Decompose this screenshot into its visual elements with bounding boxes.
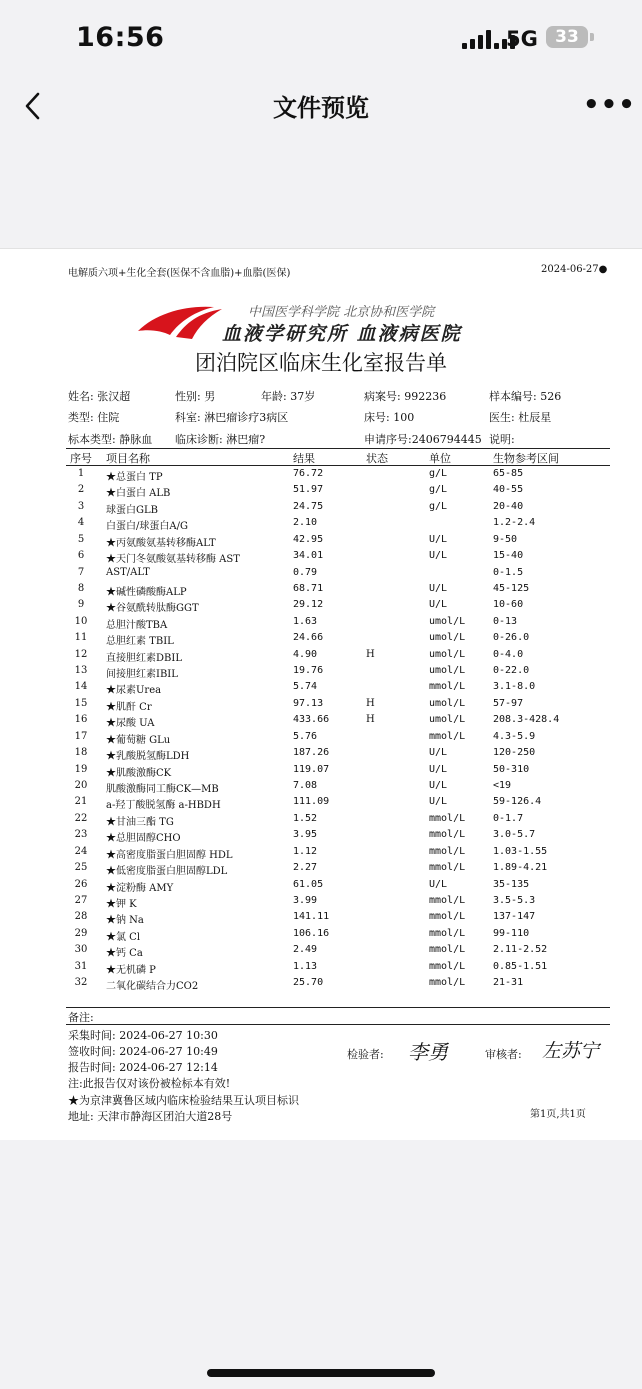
cell-result: 76.72 (293, 468, 324, 479)
reviewer-label: 审核者: (485, 1048, 522, 1061)
remark-label: 备注: (68, 1011, 94, 1024)
cell-name: ★钠 Na (106, 915, 144, 927)
table-row (0, 943, 642, 959)
table-row (0, 812, 642, 828)
col-header-ref: 生物参考区间 (493, 452, 559, 465)
cell-name: 肌酸激酶同工酶CK—MB (106, 784, 219, 796)
report-time: 报告时间: 2024-06-27 12:14 (68, 1061, 218, 1074)
cell-no: 22 (74, 812, 88, 824)
cell-no: 12 (74, 648, 88, 660)
cell-result: 5.76 (293, 730, 318, 742)
cell-result: 51.97 (293, 484, 324, 496)
cell-no: 21 (74, 796, 88, 808)
cell-name: ★钾 K (106, 898, 137, 910)
cell-no: 16 (74, 714, 88, 726)
cell-ref: 99-110 (493, 927, 530, 939)
cell-no: 20 (74, 780, 88, 792)
cell-result: 5.74 (293, 681, 318, 693)
cell-ref: 1.03-1.55 (493, 845, 548, 857)
cell-no: 1 (77, 468, 85, 479)
cell-name: ★尿素Urea (106, 685, 162, 697)
table-row (0, 779, 642, 795)
cell-unit: umol/L (429, 697, 466, 709)
cell-ref: 50-310 (493, 763, 530, 775)
cell-ref: 120-250 (493, 747, 536, 759)
document-preview[interactable] (0, 248, 642, 1140)
home-indicator[interactable] (207, 1369, 435, 1377)
cell-unit: U/L (429, 550, 448, 562)
cell-result: 3.99 (293, 894, 318, 906)
cell-name: ★甘油三酯 TG (106, 816, 174, 828)
patient-age: 年龄: 37岁 (261, 390, 316, 403)
table-row (0, 713, 642, 729)
cell-result: 68.71 (293, 582, 324, 594)
table-row (0, 533, 642, 549)
battery-icon: 33 (546, 26, 588, 48)
nav-bar (0, 78, 642, 134)
cell-result: 1.13 (293, 960, 318, 972)
table-row (0, 664, 642, 680)
cell-result: 3.95 (293, 829, 318, 841)
cell-no: 28 (74, 911, 88, 923)
cell-result: 2.49 (293, 944, 318, 956)
battery-cap (590, 33, 594, 41)
cell-no: 4 (77, 517, 85, 529)
cell-no: 19 (74, 763, 88, 775)
cell-unit: U/L (429, 599, 448, 611)
table-row (0, 598, 642, 614)
table-row (0, 730, 642, 746)
patient-sex: 性别: 男 (175, 390, 216, 403)
cell-unit: mmol/L (429, 960, 466, 972)
cell-ref: 21-31 (493, 977, 524, 989)
cell-result: 19.76 (293, 665, 324, 677)
cell-unit: mmol/L (429, 944, 466, 956)
cell-result: 25.70 (293, 977, 324, 989)
cell-name: ★肌酸激酶CK (106, 767, 172, 779)
cell-ref: <19 (493, 780, 512, 792)
cell-status: H (366, 714, 375, 726)
col-header-no: 序号 (70, 452, 92, 465)
cell-ref: 57-97 (493, 697, 524, 709)
col-header-unit: 单位 (429, 452, 451, 465)
cell-name: ★肌酐 Cr (106, 701, 152, 713)
cell-status: H (366, 648, 375, 660)
cell-ref: 0-4.0 (493, 648, 524, 660)
cell-unit: U/L (429, 878, 448, 890)
table-row (0, 795, 642, 811)
cell-name: 直接胆红素DBIL (106, 652, 182, 664)
cell-name: 总胆红素 TBIL (106, 636, 174, 648)
specimen-type: 标本类型: 静脉血 (68, 433, 153, 446)
cell-ref: 45-125 (493, 582, 530, 594)
table-row (0, 697, 642, 713)
collect-time: 采集时间: 2024-06-27 10:30 (68, 1029, 218, 1042)
footer-rule (66, 1024, 610, 1025)
cell-no: 25 (74, 862, 88, 874)
validity-note: 注:此报告仅对该份被检标本有效! (68, 1077, 231, 1090)
table-row (0, 828, 642, 844)
table-row (0, 680, 642, 696)
table-bottom-rule (66, 1007, 610, 1008)
cell-name: 间接胆红素IBIL (106, 669, 178, 681)
table-row (0, 910, 642, 926)
cell-no: 18 (74, 747, 88, 759)
cell-no: 11 (74, 632, 88, 644)
cell-result: 141.11 (293, 911, 330, 923)
cell-unit: mmol/L (429, 894, 466, 906)
cell-ref: 3.1-8.0 (493, 681, 536, 693)
inspector-label: 检验者: (347, 1048, 384, 1061)
table-row (0, 878, 642, 894)
cell-result: 7.08 (293, 780, 318, 792)
table-row (0, 615, 642, 631)
case-number: 病案号: 992236 (364, 390, 447, 403)
cell-ref: 40-55 (493, 484, 524, 496)
cell-result: 24.75 (293, 500, 324, 512)
cell-result: 106.16 (293, 927, 330, 939)
table-row (0, 483, 642, 499)
cell-result: 433.66 (293, 714, 330, 726)
cell-ref: 0-22.0 (493, 665, 530, 677)
cell-unit: U/L (429, 796, 448, 808)
inspector-signature: 李勇 (408, 1040, 448, 1064)
cell-no: 31 (74, 960, 88, 972)
table-row (0, 927, 642, 943)
more-button[interactable]: ••• (583, 90, 636, 120)
cell-unit: mmol/L (429, 845, 466, 857)
cell-result: 4.90 (293, 648, 318, 660)
cell-name: ★氯 Cl (106, 931, 141, 943)
cell-result: 97.13 (293, 697, 324, 709)
cell-name: ★尿酸 UA (106, 718, 155, 730)
cell-ref: 15-40 (493, 550, 524, 562)
cell-result: 2.27 (293, 862, 318, 874)
sample-number: 样本编号: 526 (489, 390, 562, 403)
cell-result: 111.09 (293, 796, 330, 808)
cell-ref: 3.0-5.7 (493, 829, 536, 841)
page-number: 第1页,共1页 (530, 1109, 586, 1120)
cell-unit: mmol/L (429, 829, 466, 841)
cell-no: 17 (74, 730, 88, 742)
network-type: 5G (506, 27, 538, 51)
cell-no: 23 (74, 829, 88, 841)
cell-unit: mmol/L (429, 681, 466, 693)
col-header-status: 状态 (366, 452, 388, 465)
table-row (0, 631, 642, 647)
col-header-result: 结果 (293, 452, 315, 465)
table-row (0, 648, 642, 664)
cell-result: 187.26 (293, 747, 330, 759)
cell-ref: 0-26.0 (493, 632, 530, 644)
cell-result: 24.66 (293, 632, 324, 644)
cell-name: ★白蛋白 ALB (106, 488, 171, 500)
cell-name: 总胆汁酸TBA (106, 619, 168, 631)
cell-no: 3 (77, 500, 85, 512)
cell-ref: 1.2-2.4 (493, 517, 536, 529)
cell-name: ★葡萄糖 GLu (106, 734, 171, 746)
table-row (0, 845, 642, 861)
table-row (0, 500, 642, 516)
patient-name: 姓名: 张汉超 (68, 390, 131, 403)
institution-name-1: 中国医学科学院 北京协和医学院 (248, 305, 435, 320)
cell-name: 二氧化碳结合力CO2 (106, 981, 199, 993)
cell-no: 24 (74, 845, 88, 857)
cell-unit: U/L (429, 533, 448, 545)
table-row (0, 894, 642, 910)
cell-status: H (366, 697, 375, 709)
table-row (0, 467, 642, 483)
department: 科室: 淋巴瘤诊疗3病区 (175, 411, 289, 424)
report-date-header: 2024-06-27● (541, 264, 608, 275)
table-row (0, 976, 642, 992)
cell-no: 2 (77, 484, 85, 496)
cell-unit: mmol/L (429, 812, 466, 824)
cell-result: 1.63 (293, 615, 318, 627)
cell-result: 1.52 (293, 812, 318, 824)
cell-result: 1.12 (293, 845, 318, 857)
results-table (0, 467, 642, 993)
cell-no: 32 (74, 977, 88, 989)
cell-no: 13 (74, 665, 88, 677)
cell-no: 8 (77, 582, 85, 594)
cell-name: ★钙 Ca (106, 948, 143, 960)
cell-ref: 3.5-5.3 (493, 894, 536, 906)
cell-name: ★淀粉酶 AMY (106, 882, 174, 894)
cell-no: 10 (74, 615, 88, 627)
cell-result: 61.05 (293, 878, 324, 890)
cell-name: ★总蛋白 TP (106, 472, 163, 483)
col-header-name: 项目名称 (106, 452, 150, 465)
cell-ref: 137-147 (493, 911, 536, 923)
cell-no: 7 (77, 566, 85, 578)
table-row (0, 549, 642, 565)
cell-ref: 208.3-428.4 (493, 714, 560, 726)
cell-unit: mmol/L (429, 927, 466, 939)
status-bar (0, 0, 642, 78)
cell-name: ★天门冬氨酸氨基转移酶 AST (106, 554, 240, 566)
table-row (0, 746, 642, 762)
cell-unit: U/L (429, 747, 448, 759)
cell-no: 26 (74, 878, 88, 890)
table-row (0, 516, 642, 532)
report-title: 团泊院区临床生化室报告单 (195, 351, 447, 375)
cell-no: 15 (74, 697, 88, 709)
cell-no: 14 (74, 681, 88, 693)
table-row (0, 582, 642, 598)
clinical-diagnosis: 临床诊断: 淋巴瘤? (175, 433, 266, 446)
cell-name: ★谷氨酰转肽酶GGT (106, 603, 199, 615)
cell-result: 0.79 (293, 566, 318, 578)
cell-unit: mmol/L (429, 730, 466, 742)
page-title: 文件预览 (273, 94, 369, 122)
cell-ref: 10-60 (493, 599, 524, 611)
cell-name: ★总胆固醇CHO (106, 833, 181, 845)
cell-name: ★高密度脂蛋白胆固醇 HDL (106, 849, 233, 861)
cell-ref: 0-13 (493, 615, 518, 627)
cell-unit: U/L (429, 780, 448, 792)
cell-unit: umol/L (429, 632, 466, 644)
patient-type: 类型: 住院 (68, 411, 120, 424)
cell-result: 29.12 (293, 599, 324, 611)
cell-unit: g/L (429, 500, 448, 512)
hospital-logo-icon (136, 297, 226, 343)
cell-result: 42.95 (293, 533, 324, 545)
cell-ref: 20-40 (493, 500, 524, 512)
cell-result: 119.07 (293, 763, 330, 775)
cell-unit: umol/L (429, 615, 466, 627)
cell-ref: 0.85-1.51 (493, 960, 548, 972)
cell-unit: U/L (429, 582, 448, 594)
table-row (0, 763, 642, 779)
cell-name: ★无机磷 P (106, 964, 156, 976)
cell-unit: mmol/L (429, 862, 466, 874)
cell-no: 27 (74, 894, 88, 906)
cell-ref: 35-135 (493, 878, 530, 890)
report-items-header: 电解质六项+生化全套(医保不含血脂)+血脂(医保) (68, 268, 291, 279)
table-row (0, 861, 642, 877)
institution-name-2: 血液学研究所 血液病医院 (222, 323, 462, 345)
cell-name: a-羟丁酸脱氢酶 a-HBDH (106, 800, 221, 812)
cell-name: ★丙氨酸氨基转移酶ALT (106, 537, 216, 549)
cell-ref: 0-1.5 (493, 566, 524, 578)
table-top-rule (66, 448, 610, 449)
table-row (0, 960, 642, 976)
cell-name: ★碱性磷酸酶ALP (106, 586, 187, 598)
table-row (0, 566, 642, 582)
cell-unit: g/L (429, 484, 448, 496)
cell-ref: 0-1.7 (493, 812, 524, 824)
status-time: 16:56 (76, 22, 165, 53)
cell-result: 2.10 (293, 517, 318, 529)
cell-name: 球蛋白GLB (106, 504, 158, 516)
cell-name: 白蛋白/球蛋白A/G (106, 521, 188, 533)
cell-unit: umol/L (429, 714, 466, 726)
request-number: 申请序号:2406794445 (364, 433, 482, 446)
cell-ref: 1.89-4.21 (493, 862, 548, 874)
cell-no: 9 (77, 599, 85, 611)
reviewer-signature: 左苏宁 (542, 1040, 600, 1062)
receive-time: 签收时间: 2024-06-27 10:49 (68, 1045, 218, 1058)
cell-unit: mmol/L (429, 911, 466, 923)
doctor: 医生: 杜辰星 (489, 411, 552, 424)
cell-unit: g/L (429, 468, 448, 479)
cell-result: 34.01 (293, 550, 324, 562)
cell-unit: mmol/L (429, 977, 466, 989)
cell-ref: 59-126.4 (493, 796, 542, 808)
cell-unit: umol/L (429, 648, 466, 660)
cell-ref: 4.3-5.9 (493, 730, 536, 742)
cell-no: 29 (74, 927, 88, 939)
cell-unit: U/L (429, 763, 448, 775)
mutual-recognition-note: ★为京津冀鲁区域内临床检验结果互认项目标识 (68, 1094, 299, 1107)
cell-no: 30 (74, 944, 88, 956)
address: 地址: 天津市静海区团泊大道28号 (68, 1110, 233, 1123)
table-header-rule (66, 465, 610, 466)
bed-number: 床号: 100 (364, 411, 415, 424)
report-note: 说明: (489, 433, 515, 446)
cell-name: AST/ALT (106, 566, 150, 578)
cell-ref: 9-50 (493, 533, 518, 545)
cell-ref: 65-85 (493, 468, 524, 479)
cell-unit: umol/L (429, 665, 466, 677)
cell-ref: 2.11-2.52 (493, 944, 548, 956)
cell-name: ★乳酸脱氢酶LDH (106, 751, 190, 763)
cell-no: 6 (77, 550, 85, 562)
cell-name: ★低密度脂蛋白胆固醇LDL (106, 866, 228, 878)
cell-no: 5 (77, 533, 85, 545)
